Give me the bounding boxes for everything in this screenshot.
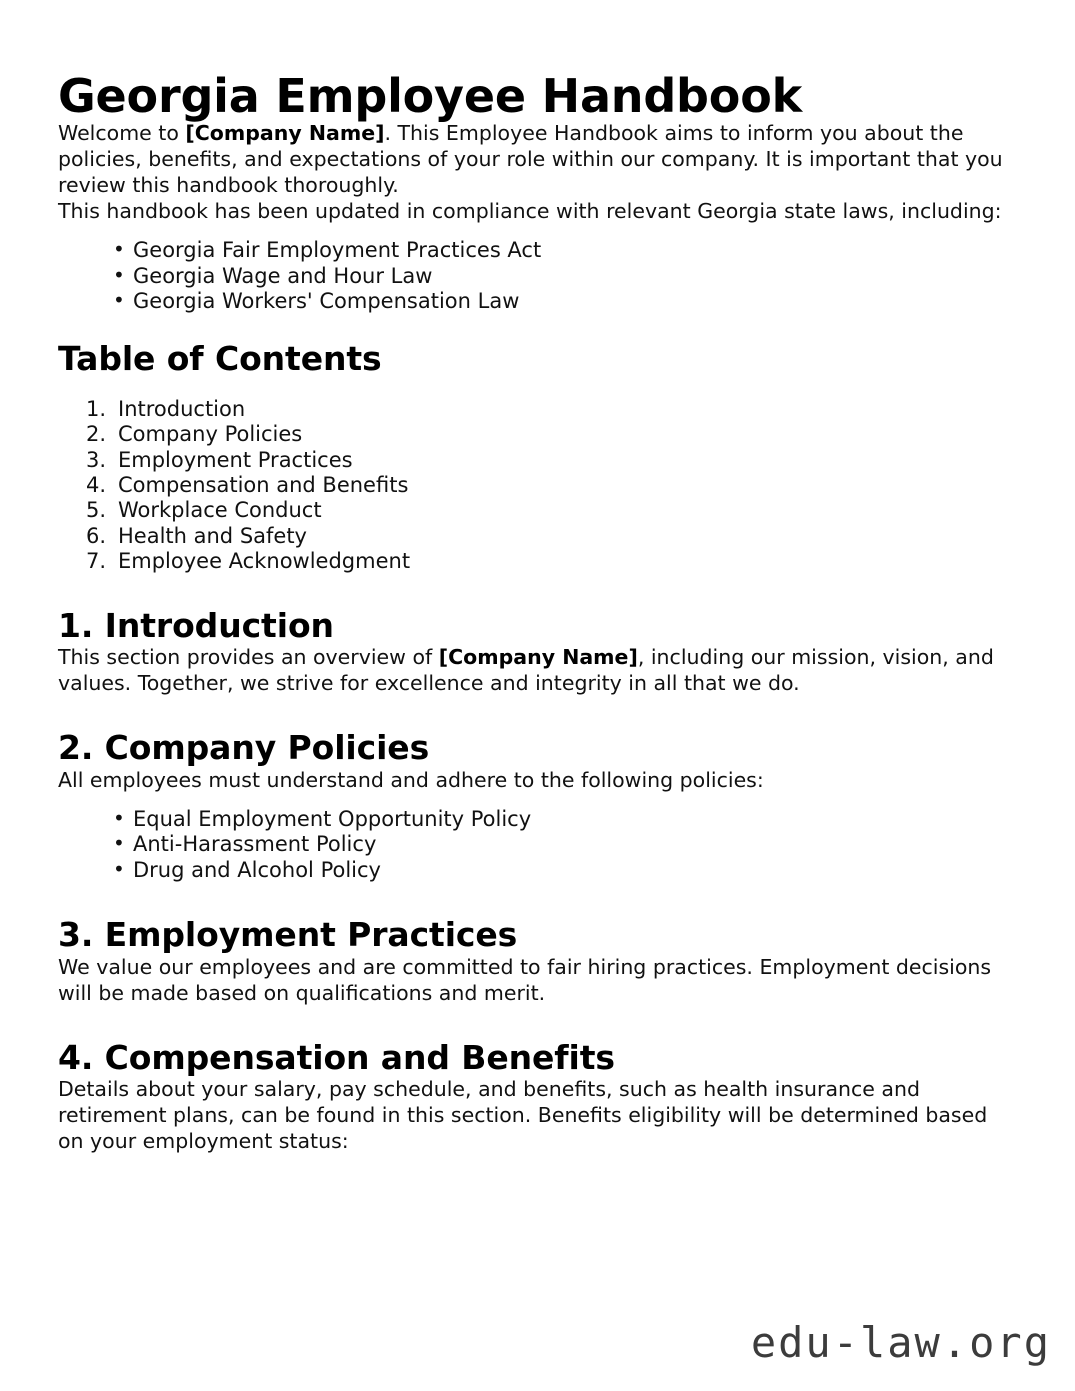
section-heading-employment-practices: 3. Employment Practices: [58, 915, 518, 955]
compliance-paragraph: This handbook has been updated in compliance with relevant Georgia state laws, including:: [58, 199, 1002, 224]
toc-item-company-policies[interactable]: Company Policies: [118, 422, 303, 447]
section-heading-compensation-and-benefits: 4. Compensation and Benefits: [58, 1037, 615, 1077]
intro-company-name: [Company Name]: [185, 121, 385, 146]
table-of-contents-list: [58, 397, 1018, 574]
intro-suffix: . This Employee Handbook aims to inform you about the policies, benefits, and expectations of your role within our company. It is important that you review this handbook thoroughly.: [58, 121, 1003, 198]
list-item: • Georgia Fair Employment Practices Act: [113, 238, 1018, 264]
section-heading-introduction: 1. Introduction: [58, 606, 334, 646]
toc-item-workplace-conduct[interactable]: Workplace Conduct: [118, 498, 322, 523]
list-item: • Georgia Workers' Compensation Law: [113, 289, 1018, 315]
list-item: • Equal Employment Opportunity Policy: [113, 807, 1018, 833]
document-content: [58, 0, 1018, 1154]
watermark: edu-law.org: [750, 1318, 1051, 1367]
toc-item-introduction[interactable]: Introduction: [118, 397, 246, 422]
section-body-company-policies: All employees must understand and adhere to the following policies:: [58, 767, 764, 792]
toc-item-employee-acknowledgment[interactable]: Employee Acknowledgment: [118, 548, 411, 573]
section-body-employment-practices: We value our employees and are committed to fair hiring practices. Employment decisions will be made based on qualifications and merit.: [58, 954, 992, 1005]
intro-prefix: Welcome to: [58, 121, 186, 146]
table-of-contents-heading: Table of Contents: [58, 338, 382, 378]
list-item: • Drug and Alcohol Policy: [113, 858, 1018, 884]
section-body-introduction: [58, 644, 1018, 696]
introduction-body-suffix: , including our mission, vision, and values. Together, we strive for excellence and integrity in all that we do.: [58, 645, 994, 696]
toc-item-employment-practices[interactable]: Employment Practices: [118, 447, 353, 472]
toc-item-health-and-safety[interactable]: Health and Safety: [118, 523, 307, 548]
laws-list: [58, 238, 1018, 315]
toc-item-compensation-and-benefits[interactable]: Compensation and Benefits: [118, 472, 409, 497]
page-title: Georgia Employee Handbook: [58, 69, 802, 123]
list-item: • Georgia Wage and Hour Law: [113, 264, 1018, 290]
list-item: • Anti-Harassment Policy: [113, 832, 1018, 858]
policies-list: [58, 807, 1018, 884]
section-body-compensation-and-benefits: Details about your salary, pay schedule, and benefits, such as health insurance and retirement plans, can be found in this section. Benefits eligibility will be determined based on your employment status:: [58, 1076, 988, 1153]
intro-paragraph: [58, 120, 1018, 198]
section-heading-company-policies: 2. Company Policies: [58, 728, 430, 768]
introduction-company-name: [Company Name]: [438, 645, 638, 670]
introduction-body-prefix: This section provides an overview of: [58, 645, 439, 670]
